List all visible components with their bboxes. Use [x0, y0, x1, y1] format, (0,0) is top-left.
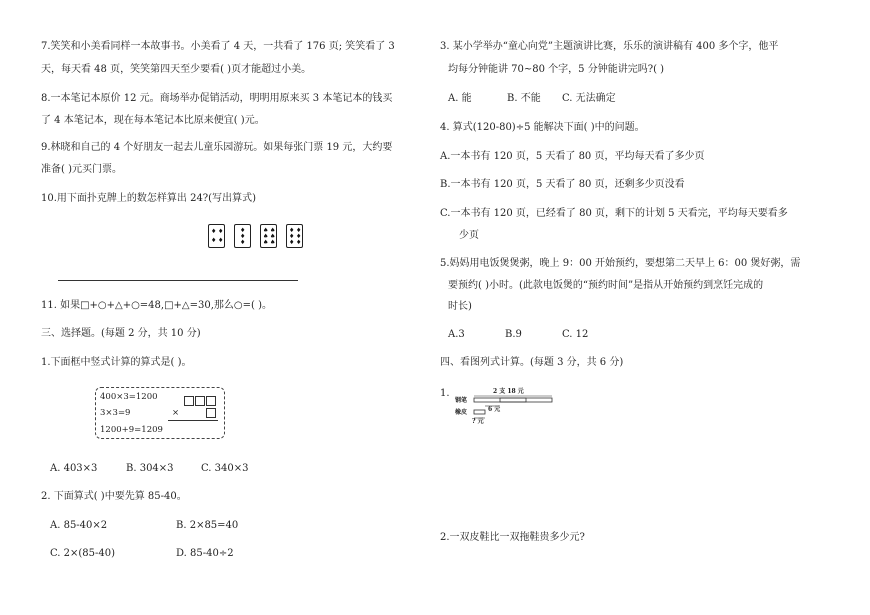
choice-3-option-a: A. 能 — [448, 93, 472, 104]
choice-question-2: 2. 下面算式( )中要先算 85-40。 — [41, 491, 187, 502]
choice-2-option-a: A. 85-40×2 — [50, 520, 108, 531]
choice-4-option-b: B.一本书有 120 页，5 天看了 80 页，还剩多少页没看 — [440, 179, 685, 190]
section-3-heading: 三、选择题。(每题 2 分，共 10 分) — [41, 328, 201, 339]
difference-label: 6 元 — [488, 406, 501, 413]
playing-card-2 — [234, 224, 251, 248]
pen-label: 钢笔 — [455, 397, 468, 404]
diamond-icon: ♦ — [289, 239, 295, 246]
choice-question-1: 1.下面框中竖式计算的算式是( )。 — [41, 357, 192, 368]
choice-3-option-b: B. 不能 — [507, 93, 541, 104]
question-8-line-1: 8.一本笔记本原价 12 元。商场举办促销活动，明明用原来买 3 本笔记本的钱买 — [41, 93, 393, 104]
diamond-icon: ♦ — [296, 239, 302, 246]
question-10: 10.用下面扑克牌上的数怎样算出 24?(写出算式) — [41, 193, 256, 204]
diamond-icon: ♦ — [240, 233, 246, 240]
blank-square — [206, 408, 216, 418]
choice-5-option-b: B.9 — [505, 329, 522, 340]
bar-diagram — [448, 387, 568, 432]
choice-question-4: 4. 算式(120-80)÷5 能解决下面( )中的问题。 — [440, 122, 645, 133]
choice-1-option-c: C. 340×3 — [201, 463, 249, 474]
spade-icon: ♠ — [270, 227, 276, 234]
diamond-icon: ♦ — [296, 233, 302, 240]
question-8-line-2: 了 4 本笔记本，现在每本笔记本比原来便宜( )元。 — [41, 115, 265, 126]
diamond-icon: ♦ — [289, 227, 295, 234]
diamond-icon: ♦ — [240, 239, 246, 246]
question-9-line-1: 9.林晓和自己的 4 个好朋友一起去儿童乐园游玩。如果每张门票 19 元，大约要 — [41, 142, 393, 153]
choice-4-option-c-line-1: C.一本书有 120 页，已经看了 80 页，剩下的计划 5 天看完，平均每天要看多 — [440, 208, 788, 219]
diamond-icon: ♦ — [289, 233, 295, 240]
calculation-line — [168, 420, 218, 421]
choice-4-option-c-line-2: 少页 — [459, 230, 479, 241]
calc-row-2: 3×3=9 — [100, 408, 131, 418]
diamond-icon: ♦ — [211, 237, 217, 244]
choice-2-option-c: C. 2×(85-40) — [50, 548, 116, 559]
times-sign: × — [172, 408, 180, 418]
choice-3-option-c: C. 无法确定 — [562, 93, 616, 104]
choice-2-option-b: B. 2×85=40 — [176, 520, 239, 531]
choice-5-option-a: A.3 — [448, 329, 465, 340]
playing-card-4 — [286, 224, 303, 248]
blank-square — [195, 396, 205, 406]
choice-question-5-line-2: 要预约( )小时。(此款电饭煲的“预约时间”是指从开始预约到烹饪完成的 — [448, 280, 764, 291]
choice-1-option-a: A. 403×3 — [50, 463, 98, 474]
question-9-line-2: 准备( )元买门票。 — [41, 164, 122, 175]
spade-icon: ♠ — [263, 233, 269, 240]
question-11: 11. 如果□+○+△+○=48,□+△=30,那么○=( )。 — [41, 300, 272, 311]
unknown-price-label: ? 元 — [472, 418, 484, 425]
calc-row-3: 1200+9=1209 — [100, 425, 163, 435]
choice-1-option-b: B. 304×3 — [126, 463, 174, 474]
spade-icon: ♠ — [270, 239, 276, 246]
choice-question-3-line-2: 均每分钟能讲 70~80 个字，5 分钟能讲完吗?( ) — [448, 64, 665, 75]
section-4-heading: 四、看图列式计算。(每题 3 分，共 6 分) — [440, 357, 624, 368]
choice-4-option-a: A.一本书有 120 页，5 天看了 80 页，平均每天看了多少页 — [440, 151, 705, 162]
playing-card-3 — [260, 224, 277, 248]
vertical-calculation-box — [95, 387, 225, 439]
diamond-icon: ♦ — [218, 237, 224, 244]
diamond-icon: ♦ — [211, 228, 217, 235]
eraser-label: 橡皮 — [455, 409, 468, 416]
blank-square — [206, 396, 216, 406]
playing-card-1 — [208, 224, 225, 248]
spade-icon: ♠ — [263, 239, 269, 246]
question-7-line-1: 7.笑笑和小美看同样一本故事书。小美看了 4 天，一共看了 176 页; 笑笑看了 3 — [41, 41, 395, 52]
picture-problem-2: 2.一双皮鞋比一双拖鞋贵多少元? — [440, 532, 585, 543]
choice-question-3-line-1: 3. 某小学举办“童心向党”主题演讲比赛，乐乐的演讲稿有 400 多个字，他平 — [440, 41, 779, 52]
calc-row-1: 400×3=1200 — [100, 392, 158, 402]
choice-2-option-d: D. 85-40÷2 — [176, 548, 234, 559]
choice-question-5-line-1: 5.妈妈用电饭煲煲粥，晚上 9：00 开始预约，要想第二天早上 6：00 煲好粥，需 — [440, 258, 801, 269]
diamond-icon: ♦ — [240, 227, 246, 234]
spade-icon: ♠ — [270, 233, 276, 240]
spade-icon: ♠ — [263, 227, 269, 234]
diamond-icon: ♦ — [218, 228, 224, 235]
picture-problem-1-number: 1. — [440, 388, 450, 399]
question-7-line-2: 天，每天看 48 页，笑笑第四天至少要看( )页才能超过小美。 — [41, 64, 312, 75]
total-price-label: 2 支 18 元 — [493, 388, 524, 395]
diamond-icon: ♦ — [296, 227, 302, 234]
blank-square — [184, 396, 194, 406]
choice-5-option-c: C. 12 — [562, 329, 589, 340]
answer-line — [58, 280, 298, 281]
choice-question-5-line-3: 时长) — [448, 301, 472, 312]
